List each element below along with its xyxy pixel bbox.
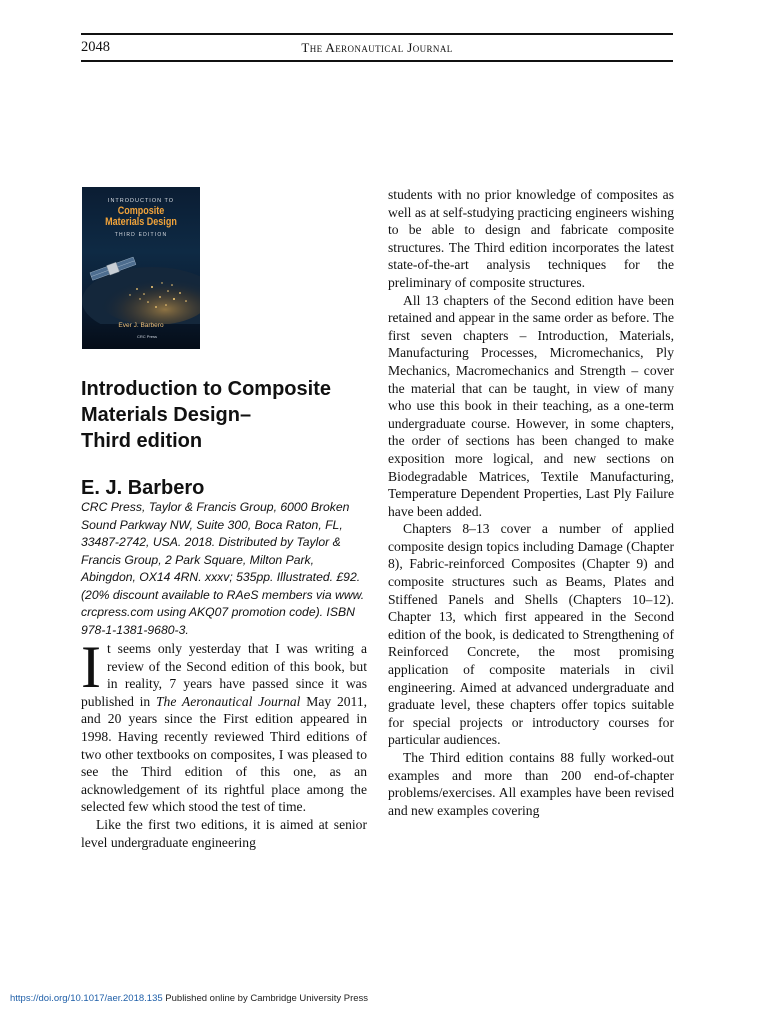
cover-title-line1: Composite (117, 205, 165, 217)
right-text-column (388, 186, 674, 819)
review-title-line1: Introduction to Composite (81, 378, 331, 400)
journal-name-italic: The Aeronautical Journal (156, 693, 301, 709)
paragraph-1-part-b: May 2011, and 20 years since the First edition appeared in 1998. Having recently reviewed Third editions of two other textbooks on composites, I was pleased to see the Third edition of this one, as an acknowledgement of its rightful place among the selected few which stood the test of time. (81, 693, 368, 815)
cover-title-line2: Materials Design (105, 216, 177, 228)
cover-intro-text: INTRODUCTION TO (107, 198, 175, 204)
header-rule-top (81, 33, 673, 35)
paragraph-3: All 13 chapters of the Second edition have been retained and appear in the same order as before. The first seven chapters – Introduction, Materials, Manufacturing Processes, Micromechanics, Ply Mechanics, Macromechanics and Strength – cover the material that can be taught, in view of many who use this book in their teaching, as a one-term undergraduate course. However, in some chapters, the order of sections has been changed to make exposition more logical, and new sections on Biodegradable Matrices, Textile Manufacturing, Temperature Dependent Properties, Last Ply Failure have been added. (388, 292, 674, 519)
paragraph-2-end: students with no prior knowledge of composites as well as at self-studying practicing engineers wishing to be able to design and fabricate composite structures. The Third edition incorporates the latest state-of-the-art analysis techniques for the preliminary of composite structures. (388, 187, 674, 290)
header-rule-bottom (81, 60, 673, 62)
publisher-note: Published online by Cambridge University Press (162, 993, 369, 1004)
cover-edition-text: THIRD EDITION (114, 232, 168, 238)
page-header (81, 38, 673, 60)
review-title-line3: Third edition (81, 430, 203, 452)
paragraph-1-part-a: t seems only yesterday that I was writing a review of the Second edition of this book, but in reality, 7 years have passed since it was published in (81, 641, 367, 709)
paragraph-2-start: Like the first two editions, it is aimed at senior level undergraduate engineering (81, 816, 367, 850)
publication-details: CRC Press, Taylor & Francis Group, 6000 Broken Sound Parkway NW, Suite 300, Boca Raton, FL, 33487-2742, USA. 2018. Distributed by Taylor & Francis Group, 2 Park Square, Milton Park, Abingdon, OX14 4RN. xxxv; 535pp. Illustrated. £92. (20% discount available to RAeS members via www. crcpress.com using AKQ07 promotion code). ISBN 978-1-1381-9680-3. (81, 500, 365, 637)
review-author: E. J. Barbero (81, 477, 205, 499)
review-book-title (81, 376, 381, 454)
doi-link[interactable]: https://doi.org/10.1017/aer.2018.135 (10, 993, 163, 1004)
paragraph-1 (81, 634, 368, 816)
page-footer (10, 993, 368, 1004)
book-cover-image (82, 187, 200, 349)
left-text-column (81, 634, 368, 851)
cover-satellite-earth-art (82, 239, 200, 324)
paragraph-4: Chapters 8–13 cover a number of applied composite design topics including Damage (Chapter 8), Fabric-reinforced Composites (Chapter 9) and composite structures such as Beams, Plates and Stiffened Panels and Shells (Chapters 10–12). Chapter 13, which first appeared in the Second edition of the book, is dedicated to Strengthening of Reinforced Concrete, the most promising application of composite materials in civil engineering. Aimed at advanced undergraduate and graduate level, these chapters offer topics suitable for special projects or introductory courses for particular audiences. (388, 521, 674, 748)
drop-cap: I (81, 634, 101, 700)
cover-publisher-logo: CRC Press (137, 334, 158, 339)
cover-author: Ever J. Barbero (118, 322, 164, 329)
journal-title: The Aeronautical Journal (301, 40, 453, 55)
cover-title (93, 206, 190, 228)
paragraph-5: The Third edition contains 88 fully worked-out examples and more than 200 end-of-chapter problems/exercises. All examples have been revised and new examples covering (388, 750, 674, 818)
page-number: 2048 (81, 39, 110, 55)
review-title-line2: Materials Design– (81, 404, 252, 426)
